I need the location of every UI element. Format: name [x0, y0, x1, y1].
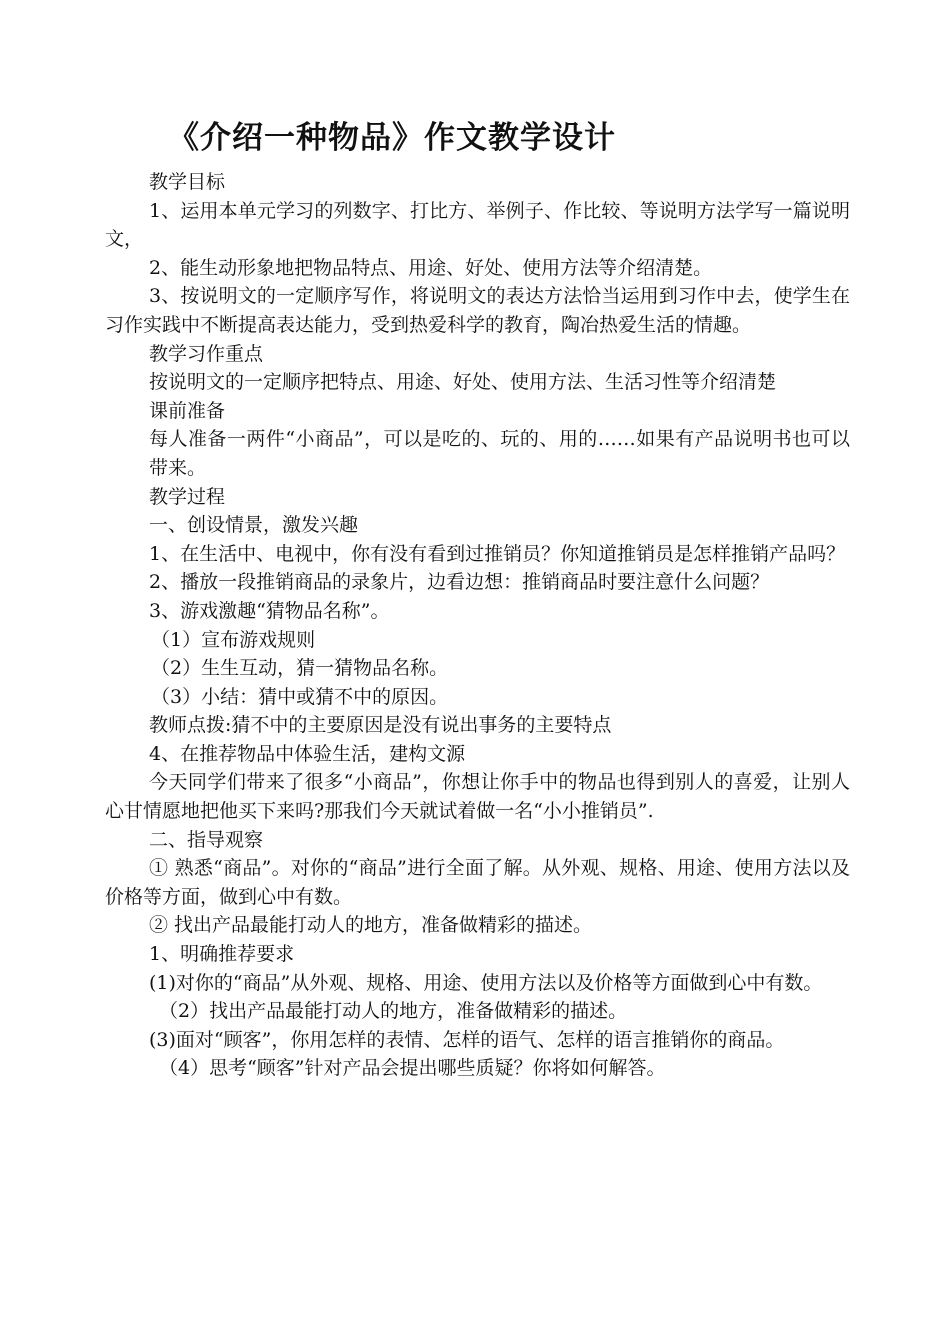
- game-rule-2: （2）生生互动，猜一猜物品名称。: [151, 657, 449, 680]
- step-1-item-4-text: 今天同学们带来了很多“小商品”，你想让你手中的物品也得到别人的喜爱，让别人心甘情愿地把他买下来吗?那我们今天就试着做一名“小小推销员”.: [105, 771, 850, 823]
- document-title: 《介绍一种物品》作文教学设计: [168, 120, 616, 156]
- step-1-heading: 一、创设情景，激发兴趣: [149, 514, 359, 537]
- step-1-item-2: 2、播放一段推销商品的录象片，边看边想：推销商品时要注意什么问题？: [149, 571, 770, 594]
- key-points-text: 按说明文的一定顺序把特点、用途、好处、使用方法、生活习性等介绍清楚: [149, 371, 777, 394]
- step-2-heading: 二、指导观察: [149, 828, 264, 851]
- teacher-hint: 教师点拨:猜不中的主要原因是没有说出事务的主要特点: [149, 714, 612, 737]
- step-1-item-4: 4、在推荐物品中体验生活，建构文源: [149, 742, 466, 765]
- section-heading-objectives: 教学目标: [149, 171, 226, 193]
- section-heading-process: 教学过程: [149, 485, 226, 508]
- objective-3: 3、按说明文的一定顺序写作，将说明文的表达方法恰当运用到习作中去，使学生在习作实践中不断提高表达能力，受到热爱科学的教育，陶冶热爱生活的情趣。: [105, 285, 850, 336]
- requirement-2: （2）找出产品最能打动人的地方，准备做精彩的描述。: [159, 1000, 628, 1023]
- objective-1: 1、运用本单元学习的列数字、打比方、举例子、作比较、等说明方法学写一篇说明文，: [105, 199, 850, 251]
- step-1-item-3: 3、游戏激趣“猜物品名称”。: [149, 599, 390, 622]
- game-rule-1: （1）宣布游戏规则: [151, 628, 316, 651]
- objective-2: 2、能生动形象地把物品特点、用途、好处、使用方法等介绍清楚。: [149, 256, 713, 279]
- step-2-item-1: 1、明确推荐要求: [149, 943, 295, 966]
- document-body: [105, 168, 850, 1083]
- game-rule-3: （3）小结：猜中或猜不中的原因。: [151, 685, 449, 708]
- requirement-1: (1)对你的“商品”从外观、规格、用途、使用方法以及价格等方面做到心中有数。: [149, 971, 823, 994]
- step-2-point-2: ② 找出产品最能打动人的地方，准备做精彩的描述。: [149, 914, 593, 937]
- section-heading-key-points: 教学习作重点: [149, 342, 264, 365]
- requirement-4: （4）思考“顾客”针对产品会提出哪些质疑？你将如何解答。: [159, 1057, 666, 1080]
- section-heading-preparation: 课前准备: [149, 399, 226, 422]
- requirement-3: (3)面对“顾客”，你用怎样的表情、怎样的语气、怎样的语言推销你的商品。: [149, 1028, 785, 1051]
- step-1-item-1: 1、在生活中、电视中，你有没有看到过推销员？你知道推销员是怎样推销产品吗？: [149, 542, 846, 565]
- preparation-text: 每人准备一两件“小商品”，可以是吃的、玩的、用的……如果有产品说明书也可以带来。: [149, 428, 850, 479]
- step-2-point-1: ① 熟悉“商品”。对你的“商品”进行全面了解。从外观、规格、用途、使用方法以及价格等方面，做到心中有数。: [105, 857, 850, 908]
